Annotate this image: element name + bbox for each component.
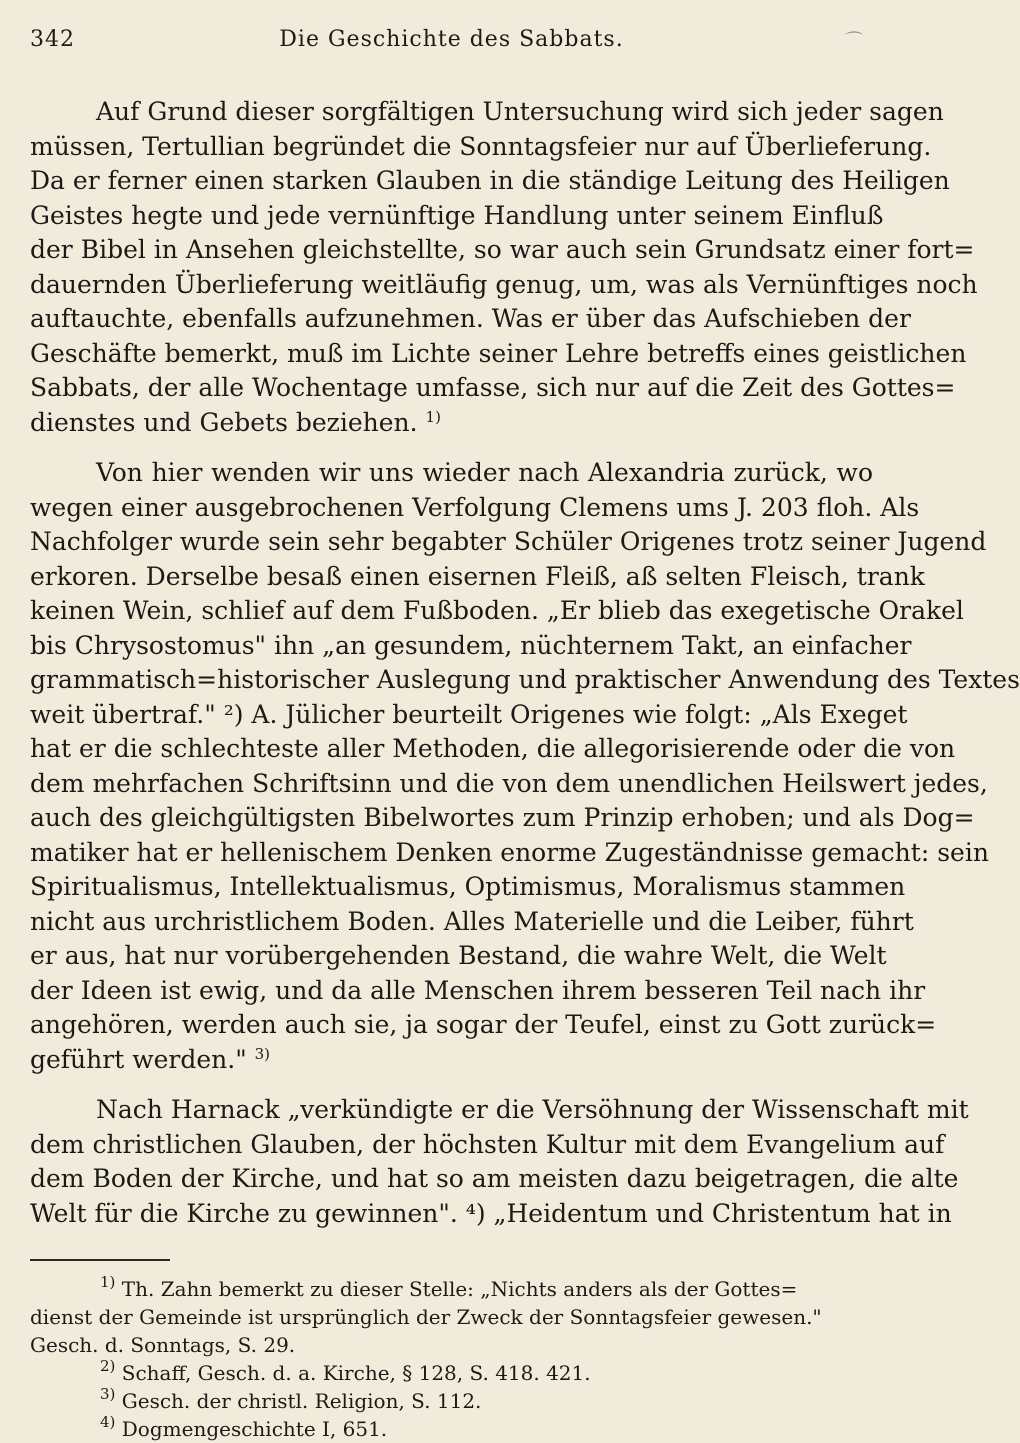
footnote-rule <box>30 1259 170 1261</box>
text-line: dem Boden der Kirche, und hat so am meisten dazu beigetragen, die alte <box>30 1164 959 1193</box>
text-line: Da er ferner einen starken Glauben in die ständige Leitung des Heiligen <box>30 166 950 195</box>
page-number: 342 <box>30 27 75 52</box>
text-line: dem christlichen Glauben, der höchsten Kultur mit dem Evangelium auf <box>30 1129 945 1159</box>
footnote-marker: 2) <box>100 1357 116 1375</box>
footnote-text: Schaff, Gesch. d. a. Kirche, § 128, S. 418. 421. <box>121 1361 591 1385</box>
text-line: matiker hat er hellenischem Denken enorme Zugeständnisse gemacht: sein <box>30 837 989 867</box>
footnote-ref-1: 1) <box>425 407 441 426</box>
text-line: hat er die schlechteste aller Methoden, die allegorisierende oder die von <box>30 734 956 763</box>
paragraph-2 <box>30 456 1020 1077</box>
text-line: dauernden Überlieferung weitläufig genug, um, was als Vernünftiges noch <box>30 269 978 299</box>
footnote-2 <box>30 1359 873 1387</box>
footnote-text: Gesch. der christl. Religion, S. 112. <box>121 1389 482 1413</box>
text-line-content: dienstes und Gebets beziehen. <box>30 407 418 437</box>
text-line: der Bibel in Ansehen gleichstellte, so war auch sein Grundsatz einer fort= <box>30 235 975 264</box>
page-header <box>30 22 873 58</box>
text-line: Welt für die Kirche zu gewinnen". ⁴) „Heidentum und Christentum hat in <box>30 1198 952 1228</box>
margin-mark: ⌒ <box>845 31 863 52</box>
text-line: nicht aus urchristlichem Boden. Alles Materielle und die Leiber, führt <box>30 906 914 936</box>
text-line-content: geführt werden." <box>30 1044 247 1074</box>
text-line: er aus, hat nur vorübergehenden Bestand, die wahre Welt, die Welt <box>30 941 887 970</box>
text-line: müssen, Tertullian begründet die Sonntagsfeier nur auf Überlieferung. <box>30 131 932 161</box>
footnote-text: Dogmengeschichte I, 651. <box>121 1417 388 1441</box>
footnote-4 <box>30 1415 873 1443</box>
text-line: Geistes hegte und jede vernünftige Handlung unter seinem Einfluß <box>30 200 884 230</box>
footnote-text: Th. Zahn bemerkt zu dieser Stelle: „Nichts anders als der Gottes= <box>121 1277 798 1301</box>
body-text <box>30 95 1020 1247</box>
book-page <box>30 22 1020 1441</box>
footnote-3 <box>30 1387 873 1415</box>
text-line: auftauchte, ebenfalls aufzunehmen. Was er über das Aufschieben der <box>30 304 911 333</box>
text-line: Sabbats, der alle Wochentage umfasse, sich nur auf die Zeit des Gottes= <box>30 373 956 402</box>
text-line: wegen einer ausgebrochenen Verfolgung Clemens ums J. 203 floh. Als <box>30 492 920 522</box>
paragraph-1 <box>30 95 978 440</box>
text-line: Auf Grund dieser sorgfältigen Untersuchung wird sich jeder sagen <box>96 97 944 126</box>
text-line: der Ideen ist ewig, und da alle Menschen ihrem besseren Teil nach ihr <box>30 975 926 1005</box>
text-line: angehören, werden auch sie, ja sogar der Teufel, einst zu Gott zurück= <box>30 1010 937 1039</box>
footnote-marker: 3) <box>100 1385 116 1403</box>
text-line: Spiritualismus, Intellektualismus, Optimismus, Moralismus stammen <box>30 872 906 901</box>
text-line: bis Chrysostomus" ihn „an gesundem, nüchternem Takt, an einfacher <box>30 630 912 660</box>
footnote-marker: 4) <box>100 1413 116 1431</box>
text-line: weit übertraf." ²) A. Jülicher beurteilt Origenes wie folgt: „Als Exeget <box>30 699 908 729</box>
paragraph-3 <box>30 1093 969 1231</box>
footnote-ref-3: 3) <box>254 1044 271 1063</box>
text-line: keinen Wein, schlief auf dem Fußboden. „Er blieb das exegetische Orakel <box>30 596 964 625</box>
footnotes <box>30 1275 873 1443</box>
text-line: erkoren. Derselbe besaß einen eisernen Fleiß, aß selten Fleisch, trank <box>30 561 925 591</box>
footnote-marker: 1) <box>100 1273 116 1291</box>
text-line: Nachfolger wurde sein sehr begabter Schüler Origenes trotz seiner Jugend <box>30 527 987 556</box>
text-line: auch des gleichgültigsten Bibelwortes zum Prinzip erhoben; und als Dog= <box>30 803 975 832</box>
text-line-last <box>30 406 873 441</box>
footnote-1 <box>30 1275 873 1303</box>
text-line: Von hier wenden wir uns wieder nach Alexandria zurück, wo <box>96 458 873 487</box>
text-line: dem mehrfachen Schriftsinn und die von dem unendlichen Heilswert jedes, <box>30 768 988 798</box>
text-line: grammatisch=historischer Auslegung und praktischer Anwendung des Textes <box>30 665 1020 694</box>
footnote-1-line: Gesch. d. Sonntags, S. 29. <box>30 1333 296 1357</box>
text-line: Nach Harnack „verkündigte er die Versöhnung der Wissenschaft mit <box>96 1095 969 1124</box>
running-title: Die Geschichte des Sabbats. <box>279 27 624 52</box>
footnote-1-line: dienst der Gemeinde ist ursprünglich der Zweck der Sonntagsfeier gewesen." <box>30 1305 822 1329</box>
text-line-last <box>30 1043 873 1078</box>
text-line: Geschäfte bemerkt, muß im Lichte seiner Lehre betreffs eines geistlichen <box>30 338 967 368</box>
